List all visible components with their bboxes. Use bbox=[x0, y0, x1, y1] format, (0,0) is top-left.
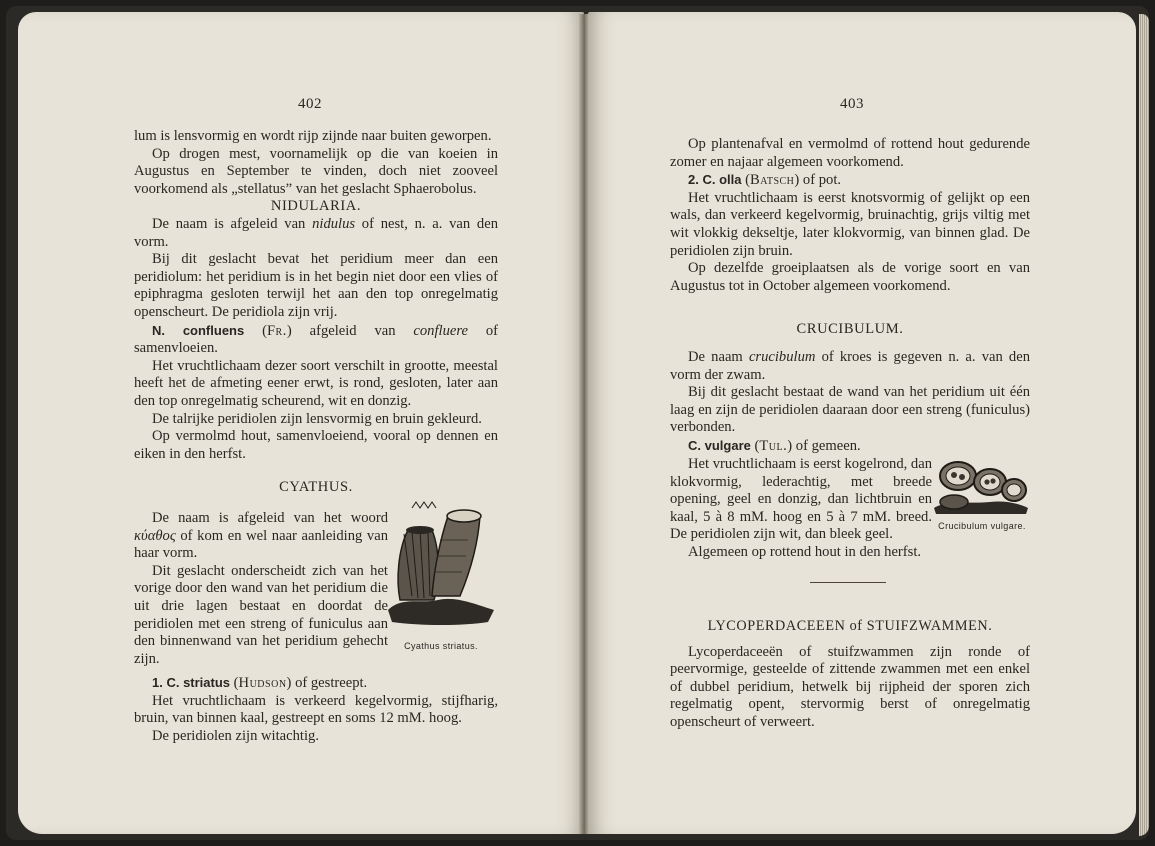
paragraph: Op dezelfde groeiplaatsen als de vorige soort en van Augustus tot in October algemeen voorkomend. bbox=[670, 260, 1030, 294]
paragraph: De talrijke peridiolen zijn lensvormig en bruin gekleurd. bbox=[152, 410, 482, 427]
paragraph: Op plantenafval en vermolmd of rottend hout gedurende zomer en najaar algemeen voorkomend. bbox=[670, 136, 1030, 170]
paragraph: Bij dit geslacht bevat het peridium meer dan een peridiolum: het peridium is in het begin niet door een vlies of epiphragma gesloten terwijl het aan den top onregelmatig openscheurt. De peridiola zijn vrij. bbox=[134, 251, 498, 320]
paragraph: Dit geslacht onderscheidt zich van het vorige door den wand van het peridium die uit drie lagen bestaat en doordat de peridiolen met een streng of funiculus aan den binnenwand van het peridium gehecht zijn. bbox=[134, 562, 388, 667]
crucibulum-description bbox=[670, 456, 932, 562]
left-page-body bbox=[134, 128, 498, 497]
paragraph: Het vruchtlichaam is eerst kogelrond, dan klokvormig, lederachtig, met breede opening, geel en donzig, dan lichtbruin en kaal, 5 à 8 mM. hoog en 5 à 7 mM. breed. De peridiolen zijn wit, dan bleek geel. bbox=[670, 456, 932, 543]
right-page bbox=[588, 12, 1136, 834]
paragraph: lum is lensvormig en wordt rijp zijnde naar buiten geworpen. bbox=[134, 128, 492, 144]
left-page bbox=[18, 12, 584, 834]
paragraph: Lycoperdaceeën of stuifzwammen zijn ronde of peervormige, gesteelde of zittende zwammen met een enkel of dubbel peridium, hetwelk bij rijpheid der sporen zich regelmatig opent, stervormig berst of onregelmatig openscheurt of verweert. bbox=[670, 643, 1030, 730]
paragraph: De naam is afgeleid van het woord κύαθος of kom en wel naar aanleiding van haar vorm. bbox=[134, 510, 388, 562]
section-heading-cyathus: CYATHUS. bbox=[279, 479, 353, 496]
paragraph: Bij dit geslacht bestaat de wand van het peridium uit één laag en zijn de peridiolen daaraan door een streng (funiculus) verbonden. bbox=[670, 384, 1030, 436]
paragraph: Het vruchtlichaam dezer soort verschilt in grootte, meestal heeft het de afmeting eener erwt, is rond, gesloten, later aan den top onregelmatig scheurend, wit en donzig. bbox=[134, 357, 498, 409]
section-heading-lycoperdaceae: LYCOPERDACEEEN of STUIFZWAMMEN. bbox=[707, 618, 993, 634]
right-page-body bbox=[670, 136, 1030, 456]
paragraph: Op vermolmd hout, samenvloeiend, vooral op dennen en eiken in den herfst. bbox=[134, 428, 498, 462]
section-divider bbox=[810, 582, 886, 583]
mushroom-cup-icon bbox=[382, 500, 500, 630]
species-entry-c-olla: 2. C. olla (Batsch) of pot. bbox=[688, 172, 842, 189]
section-heading-crucibulum: CRUCIBULUM. bbox=[796, 321, 904, 338]
paragraph: Het vruchtlichaam is verkeerd kegelvormig, stijfharig, bruin, van binnen kaal, gestreept en soms 12 mM. hoog. bbox=[134, 692, 498, 727]
paragraph: Op drogen mest, voornamelijk op die van koeien in Augustus en September te vinden, doch niet zooveel voorkomend als „stellatus” van het geslacht Sphaerobolus. bbox=[134, 145, 498, 197]
mushroom-nest-icon bbox=[930, 458, 1030, 514]
figure-caption: Cyathus striatus. bbox=[404, 641, 478, 651]
paragraph: De peridiolen zijn witachtig. bbox=[152, 727, 319, 744]
page-number: 402 bbox=[298, 96, 322, 112]
paragraph: De naam crucibulum of kroes is gegeven n. a. van den vorm der zwam. bbox=[670, 348, 1030, 383]
section-heading-nidularia: NIDULARIA. bbox=[270, 198, 362, 215]
cyathus-illustration bbox=[382, 500, 500, 650]
paragraph: Algemeen op rottend hout in den herfst. bbox=[688, 543, 922, 560]
cyathus-species bbox=[134, 674, 498, 745]
cyathus-intro bbox=[134, 510, 388, 668]
lycoperdaceae-section bbox=[670, 618, 1030, 732]
species-entry-c-striatus: 1. C. striatus (Hudson) of gestreept. bbox=[152, 675, 368, 691]
page-number: 403 bbox=[840, 96, 864, 112]
paragraph: Het vruchtlichaam is eerst knotsvormig of gelijkt op een wals, dan verkeerd kegelvormig, bruinachtig, grijs viltig met wit vlokkig dekseltje, later klokvormig, van binnen glad. De peridiolen zijn bruin. bbox=[670, 189, 1030, 259]
page-edges bbox=[1139, 14, 1149, 836]
species-entry-n-confluens: N. confluens (Fr.) afgeleid van confluere of samenvloeien. bbox=[134, 322, 498, 357]
crucibulum-illustration bbox=[930, 458, 1034, 531]
species-entry-c-vulgare: C. vulgare (Tul.) of gemeen. bbox=[688, 437, 861, 454]
figure-caption: Crucibulum vulgare. bbox=[938, 521, 1026, 531]
paragraph: De naam is afgeleid van nidulus of nest, n. a. van den vorm. bbox=[134, 215, 498, 250]
